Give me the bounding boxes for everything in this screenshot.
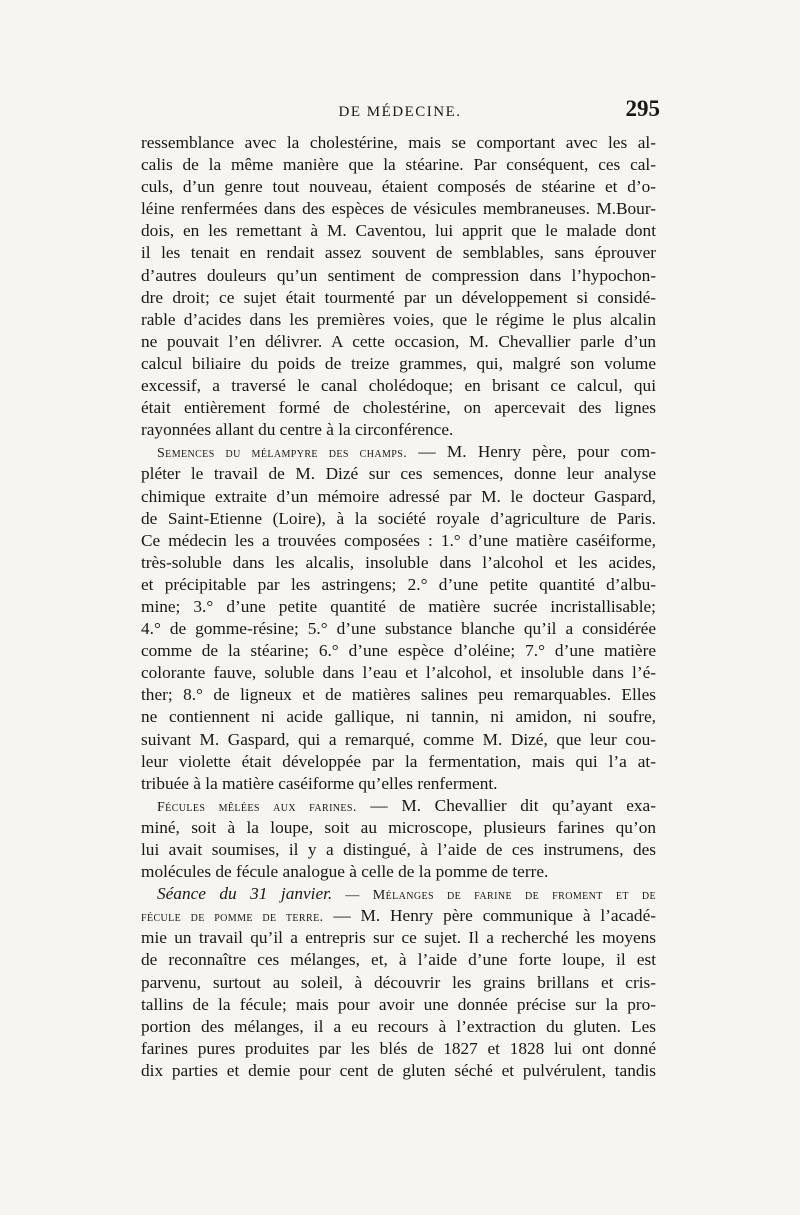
text-line — [141, 265, 656, 287]
text-line — [141, 154, 656, 176]
line-text: léine renfermées dans des espèces de vésicules membraneuses. M.Bour- — [141, 199, 656, 219]
session-date: Séance du 31 janvier. — [157, 884, 333, 904]
line-text: farines pures produites par les blés de 1827 et 1828 lui ont donné — [141, 1038, 656, 1058]
line-text: portion des mélanges, il a eu recours à l’extraction du gluten. Les — [141, 1016, 656, 1036]
line-text: mie un travail qu’il a entrepris sur ce sujet. Il a recherché les moyens — [141, 928, 656, 948]
text-line — [141, 905, 656, 927]
text-line — [141, 596, 656, 618]
text-line — [141, 1016, 656, 1038]
section-heading: — Mélanges de farine de froment et de — [332, 888, 657, 904]
line-text: — M. Chevallier dit qu’ayant exa- — [356, 795, 656, 815]
line-text: ther; 8.° de ligneux et de matières salines peu remarquables. Elles — [141, 685, 656, 705]
text-line — [141, 618, 656, 640]
line-text: miné, soit à la loupe, soit au microscope, plusieurs farines qu’on — [141, 817, 656, 837]
text-line — [141, 729, 656, 751]
line-text: ne pouvait l’en délivrer. A cette occasion, M. Chevallier parle d’un — [141, 331, 656, 351]
text-line — [141, 1038, 656, 1060]
section-heading: fécule de pomme de terre. — [141, 910, 324, 926]
line-text: comme de la stéarine; 6.° d’une espèce d’oléine; 7.° d’une matière — [141, 641, 656, 661]
text-line — [141, 751, 656, 773]
line-text: tribuée à la matière caséiforme qu’elles renferment. — [141, 773, 498, 793]
text-line — [141, 883, 656, 905]
line-text: excessif, a traversé le canal cholédoque; en brisant ce calcul, qui — [141, 376, 656, 396]
text-line — [141, 1060, 656, 1082]
text-line — [141, 176, 656, 198]
line-text: était entièrement formé de cholestérine, on apercevait des lignes — [141, 398, 656, 418]
text-line — [141, 397, 656, 419]
text-line — [141, 640, 656, 662]
line-text: dix parties et demie pour cent de gluten séché et pulvérulent, tandis — [141, 1060, 656, 1080]
line-text: colorante fauve, soluble dans l’eau et l’alcohol, et insoluble dans l’é- — [141, 663, 656, 683]
line-text: mine; 3.° d’une petite quantité de matière sucrée incristallisable; — [141, 596, 656, 616]
text-line — [141, 419, 656, 441]
line-text: pléter le travail de M. Dizé sur ces semences, donne leur analyse — [141, 464, 656, 484]
page-number: 295 — [625, 96, 660, 121]
line-text: de reconnaître ces mélanges, et, à l’aide d’une forte loupe, il est — [141, 950, 656, 970]
text-line — [141, 927, 656, 949]
line-text: 4.° de gomme-résine; 5.° d’une substance blanche qu’il a considérée — [141, 619, 656, 639]
page-title: DE MÉDECINE. — [338, 104, 462, 120]
text-line — [141, 198, 656, 220]
line-text: lui avait soumises, il y a distingué, à l’aide de ces instrumens, des — [141, 840, 656, 859]
section-heading: Fécules mêlées aux farines. — [157, 799, 357, 815]
text-line — [141, 972, 656, 994]
line-text: très-soluble dans les alcalis, insoluble dans l’alcohol et les acides, — [141, 552, 656, 572]
text-line — [141, 684, 656, 706]
text-line — [141, 949, 656, 971]
line-text: chimique extraite d’un mémoire adressé par M. le docteur Gaspard, — [141, 486, 656, 506]
text-line — [141, 242, 656, 264]
text-line — [141, 817, 656, 839]
text-line — [141, 463, 656, 485]
line-text: rable d’acides dans les premières voies, que le régime le plus alcalin — [141, 309, 656, 329]
text-line — [141, 662, 656, 684]
line-text: il les tenait en rendait assez souvent de semblables, sans éprouver — [141, 243, 656, 263]
text-line — [141, 353, 656, 375]
line-text: dois, en les remettant à M. Caventou, lui apprit que le malade dont — [141, 221, 656, 241]
text-line — [141, 574, 656, 596]
text-line — [141, 773, 656, 795]
text-line — [141, 994, 656, 1016]
line-text: tallins de la fécule; mais pour avoir une donnée précise sur la pro- — [141, 994, 656, 1014]
line-text: leur violette était développée par la fermentation, mais qui l’a at- — [141, 751, 656, 771]
text-line — [141, 486, 656, 508]
line-text: de Saint-Etienne (Loire), à la société royale d’agriculture de Paris. — [141, 508, 656, 528]
body-text — [141, 132, 656, 1082]
text-line — [141, 132, 656, 154]
section-heading: Semences du mélampyre des champs. — [157, 446, 408, 462]
line-text: — M. Henry père communique à l’acadé- — [323, 906, 656, 926]
text-line — [141, 331, 656, 353]
line-text: calis de la même manière que la stéarine. Par conséquent, ces cal- — [141, 155, 656, 175]
line-text: Ce médecin les a trouvées composées : 1.° d’une matière caséiforme, — [141, 530, 656, 550]
line-text: calcul biliaire du poids de treize grammes, qui, malgré son volume — [141, 353, 656, 373]
text-line — [141, 508, 656, 530]
text-line — [141, 552, 656, 574]
text-line — [141, 530, 656, 552]
text-line — [141, 220, 656, 242]
text-line — [141, 795, 656, 817]
line-text: suivant M. Gaspard, qui a remarqué, comme M. Dizé, que leur cou- — [141, 729, 656, 749]
line-text: d’autres douleurs qu’un sentiment de compression dans l’hypochon- — [141, 265, 656, 285]
line-text: et précipitable par les astringens; 2.° d’une petite quantité d’albu- — [141, 574, 656, 594]
line-text: rayonnées allant du centre à la circonférence. — [141, 420, 454, 440]
line-text: molécules de fécule analogue à celle de la pomme de terre. — [141, 862, 549, 882]
line-text: culs, d’un genre tout nouveau, étaient composés de stéarine et d’o- — [141, 177, 656, 197]
text-line — [141, 839, 656, 861]
running-head — [140, 96, 660, 130]
text-line — [141, 706, 656, 728]
line-text: parvenu, surtout au soleil, à découvrir les grains brillans et cris- — [141, 972, 656, 992]
line-text: — M. Henry père, pour com- — [407, 442, 656, 462]
text-line — [141, 861, 656, 883]
text-line — [141, 287, 656, 309]
line-text: ne contiennent ni acide gallique, ni tannin, ni amidon, ni soufre, — [141, 707, 656, 727]
text-line — [141, 375, 656, 397]
text-line — [141, 441, 656, 463]
text-line — [141, 309, 656, 331]
line-text: ressemblance avec la cholestérine, mais se comportant avec les al- — [141, 133, 656, 152]
line-text: dre droit; ce sujet était tourmenté par un développement si considé- — [141, 287, 656, 307]
